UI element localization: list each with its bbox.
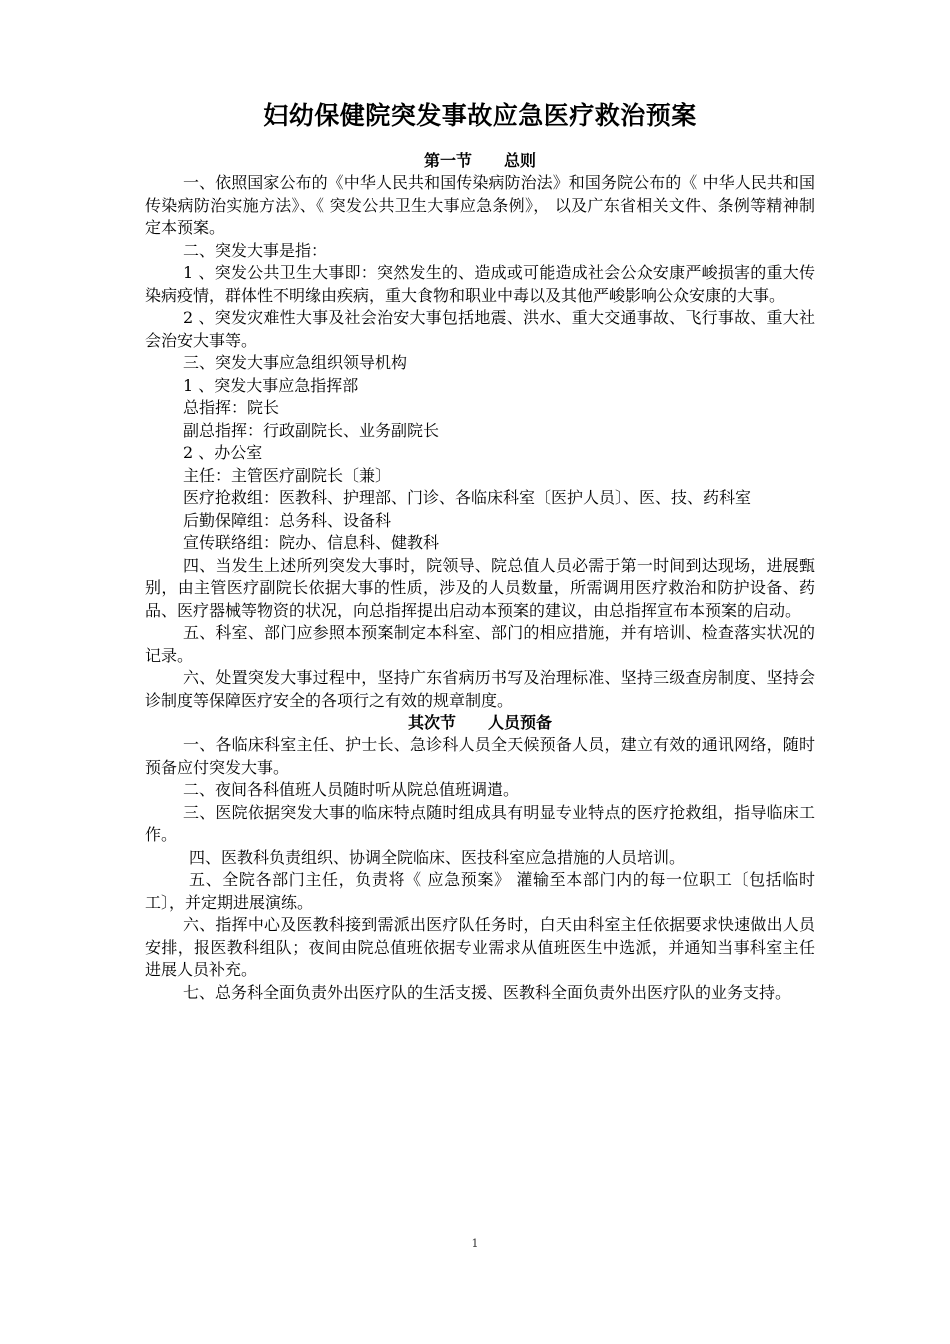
paragraph: 二、夜间各科值班人员随时听从院总值班调遣。 bbox=[183, 780, 520, 799]
paragraph: 后勤保障组：总务科、设备科 bbox=[183, 510, 392, 530]
paragraph: 2 、办公室 bbox=[183, 443, 263, 462]
paragraph: 五、全院各部门主任，负责将《 应急预案》 灌输至本部门内的每一位职工〔包括临时工〕，并定期进展演练。 bbox=[145, 870, 815, 912]
paragraph: 宣传联络组：院办、信息科、健教科 bbox=[183, 533, 440, 552]
paragraph: 四、当发生上述所列突发大事时，院领导、院总值人员必需于第一时间到达现场，进展甄别，由主管医疗副院长依据大事的性质，涉及的人员数量，所需调用医疗救治和防护设备、药品、医疗器械等物资的状况，向总指挥提出启动本预案的建议，由总指挥宣布本预案的启动。 bbox=[145, 555, 815, 620]
paragraph: 总指挥：院长 bbox=[183, 398, 280, 417]
paragraph: 一、各临床科室主任、护士长、急诊科人员全天候预备人员，建立有效的通讯网络，随时预备应付突发大事。 bbox=[145, 735, 815, 777]
paragraph: 三、医院依据突发大事的临床特点随时组成具有明显专业特点的医疗抢救组，指导临床工作。 bbox=[145, 802, 815, 844]
paragraph: 五、科室、部门应参照本预案制定本科室、部门的相应措施，并有培训、检查落实状况的记录。 bbox=[145, 623, 815, 665]
section-heading: 第一节 总则 bbox=[423, 151, 536, 170]
paragraph: 医疗抢救组：医教科、护理部、门诊、各临床科室〔医护人员〕、医、技、药科室 bbox=[183, 488, 752, 507]
paragraph: 2 、突发灾难性大事及社会治安大事包括地震、洪水、重大交通事故、飞行事故、重大社会治安大事等。 bbox=[145, 308, 815, 350]
paragraph: 三、突发大事应急组织领导机构 bbox=[183, 353, 408, 372]
page-number: 1 bbox=[471, 1237, 479, 1250]
section-personnel-preparation bbox=[145, 712, 815, 1004]
paragraph: 一、依照国家公布的《中华人民共和国传染病防治法》和国务院公布的《 中华人民共和国传染病防治实施方法》、《 突发公共卫生大事应急条例》， 以及广东省相关文件、条例等精神制定本预案。 bbox=[145, 173, 815, 237]
document-body bbox=[145, 96, 815, 1004]
paragraph: 六、指挥中心及医教科接到需派出医疗队任务时，白天由科室主任依据要求快速做出人员安排，报医教科组队；夜间由院总值班依据专业需求从值班医生中选派，并通知当事科室主任进展人员补充。 bbox=[145, 915, 815, 979]
paragraph: 副总指挥：行政副院长、业务副院长 bbox=[183, 420, 440, 440]
document-title: 妇幼保健院突发事故应急医疗救治预案 bbox=[263, 101, 697, 130]
paragraph: 四、医教科负责组织、协调全院临床、医技科室应急措施的人员培训。 bbox=[189, 847, 686, 867]
paragraph: 二、突发大事是指： bbox=[183, 240, 328, 260]
paragraph: 1 、突发大事应急指挥部 bbox=[183, 375, 359, 395]
section-heading: 其次节 人员预备 bbox=[407, 713, 552, 732]
paragraph: 六、处置突发大事过程中，坚持广东省病历书写及治理标准、坚持三级查房制度、坚持会诊制度等保障医疗安全的各项行之有效的规章制度。 bbox=[145, 668, 815, 710]
paragraph: 1 、突发公共卫生大事即：突然发生的、造成或可能造成社会公众安康严峻损害的重大传染病疫情，群体性不明缘由疾病，重大食物和职业中毒以及其他严峻影响公众安康的大事。 bbox=[145, 263, 815, 305]
paragraph: 七、总务科全面负责外出医疗队的生活支援、医教科全面负责外出医疗队的业务支持。 bbox=[183, 982, 792, 1002]
paragraph: 主任：主管医疗副院长〔兼〕 bbox=[183, 465, 392, 485]
section-general-principles bbox=[145, 150, 815, 712]
